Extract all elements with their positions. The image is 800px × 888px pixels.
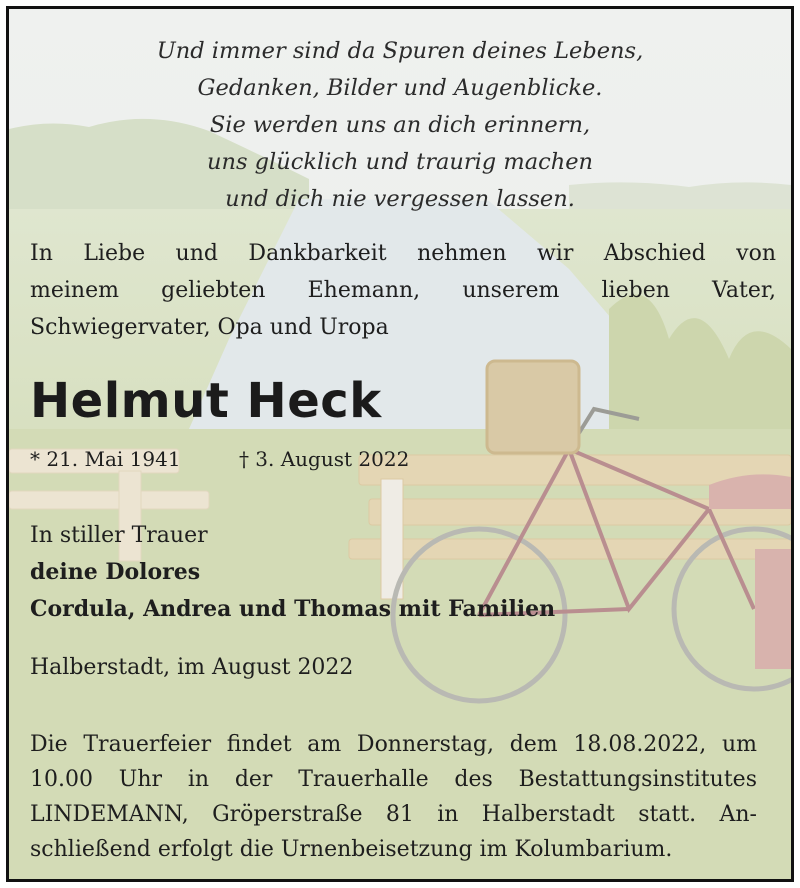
funeral-line: Die Trauerfeier findet am Donnerstag, dem 18.08.2022, um <box>30 732 757 757</box>
intro-line: meinem geliebten Ehemann, unserem lieben Vater, <box>30 278 776 303</box>
intro-line: Schwiegervater, Opa und Uropa <box>30 315 389 340</box>
deceased-name: Helmut Heck <box>30 373 382 429</box>
funeral-line: schließend erfolgt die Urnenbeisetzung im Kolumbarium. <box>30 837 673 862</box>
mourning-heading: In stiller Trauer <box>30 523 208 548</box>
poem-line: uns glücklich und traurig machen <box>206 149 594 175</box>
poem-line: Und immer sind da Spuren deines Lebens, <box>156 38 644 64</box>
poem <box>9 33 791 218</box>
funeral-info <box>30 727 757 867</box>
funeral-line: LINDEMANN, Gröperstraße 81 in Halberstadt statt. An- <box>30 802 757 827</box>
life-dates <box>30 447 409 471</box>
intro-paragraph <box>30 235 776 346</box>
death-date: † 3. August 2022 <box>238 447 410 471</box>
poem-line: Gedanken, Bilder und Augenblicke. <box>197 75 603 101</box>
obituary-notice <box>6 6 794 882</box>
mourner-spouse: deine Dolores <box>30 559 201 585</box>
mourners <box>30 517 555 628</box>
poem-line: und dich nie vergessen lassen. <box>225 186 575 212</box>
birth-date: * 21. Mai 1941 <box>30 447 181 471</box>
place-date: Halberstadt, im August 2022 <box>30 655 354 680</box>
funeral-line: 10.00 Uhr in der Trauerhalle des Bestattungsinstitutes <box>30 767 757 792</box>
poem-line: Sie werden uns an dich erinnern, <box>209 112 591 138</box>
intro-line: In Liebe und Dankbarkeit nehmen wir Abschied von <box>30 241 776 266</box>
mourner-family: Cordula, Andrea und Thomas mit Familien <box>30 596 556 622</box>
